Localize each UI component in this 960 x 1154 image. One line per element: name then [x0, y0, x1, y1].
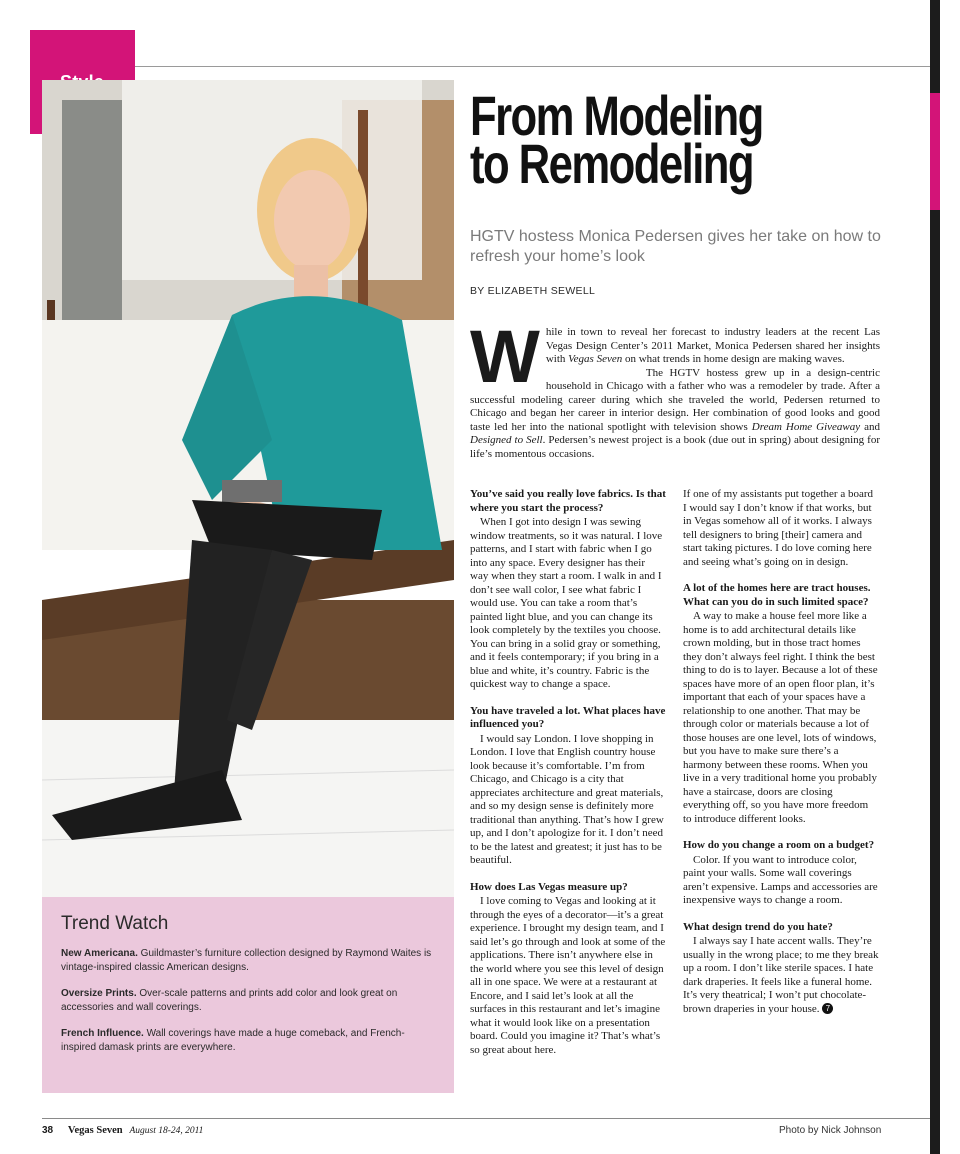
end-mark-icon: 7 [822, 1003, 833, 1014]
trend-item: New Americana. Guildmaster’s furniture collection designed by Raymond Waites is vintage-inspired classic American designs. [61, 948, 432, 973]
answer: Color. If you want to introduce color, paint your walls. Some wall coverings aren’t expensive. Lamps and accessories are inexpensive ways to change a room. [683, 853, 878, 906]
trend-watch-box [42, 897, 454, 1093]
intro-paragraph-1: hile in town to reveal her forecast to industry leaders at the recent Las Vegas Design Center’s 2011 Market, Monica Pedersen shared her insights with Vegas Seven on what trends in home design are making waves. [545, 326, 880, 365]
qa-column-left [470, 488, 666, 1070]
headline [470, 84, 813, 195]
page-number: 38 [42, 1125, 54, 1136]
trend-item: French Influence. Wall coverings have made a huge comeback, and French-inspired damask prints are everywhere. [61, 1028, 405, 1053]
answer-continued: If one of my assistants put together a board I would say I don’t know if that works, but in Vegas somehow all of it works. I always tell designers to bring [their] camera and start taking pictures. I do love coming here and seeing what’s going on in design. [683, 488, 874, 568]
question: You have traveled a lot. What places have influenced you? [470, 704, 666, 730]
folio [42, 1125, 203, 1136]
trend-watch-title: Trend Watch [61, 913, 169, 934]
qa-column-right [683, 488, 879, 1029]
question: A lot of the homes here are tract houses. What can you do in such limited space? [683, 582, 871, 608]
photo-credit: Photo by Nick Johnson [779, 1125, 882, 1136]
question: You’ve said you really love fabrics. Is that where you start the process? [470, 488, 666, 514]
headline-line-1: From Modeling [470, 84, 763, 147]
answer: I would say London. I love shopping in London. I love that English country house look because it’s comfortable. I’m from Chicago, and Chicago is a city that appreciates architecture and great materials, and so my design sense is definitely more traditional than anything. That’s how I grew up, and I don’t apologize for it. I don’t need to be the latest and greatest; it just has to be beautiful. [470, 732, 664, 866]
question: How do you change a room on a budget? [683, 839, 875, 851]
answer: I love coming to Vegas and looking at it through the eyes of a decorator—it’s a great experience. I brought my design team, and I said let’s go through and look at some of the applications. There isn’t anywhere else in the world where you see this level of design all in one space. We were at a restaurant at Encore, and I said let’s look at all the surfaces in this restaurant and let’s imagine what it would look like on a presentation board. Could you imagine it? That’s what’s so great about here. [470, 895, 666, 1056]
intro-text [470, 315, 880, 461]
trend-item: Oversize Prints. Over-scale patterns and prints add color and look great on accessories and wall coverings. [61, 988, 398, 1013]
top-rule [135, 66, 930, 67]
answer: I always say I hate accent walls. They’re usually in the wrong place; to me they break up a room. I don’t like sterile spaces. I hate dark draperies. It feels like a funeral home. It’s very theatrical; I won’t put chocolate-brown draperies in your house. 7 [683, 935, 879, 1015]
bottom-rule [42, 1118, 930, 1119]
dek: HGTV hostess Monica Pedersen gives her take on how to refresh your home’s look [470, 228, 881, 265]
question: What design trend do you hate? [683, 920, 833, 933]
byline: BY ELIZABETH SEWELL [470, 285, 596, 297]
question: How does Las Vegas measure up? [470, 880, 628, 893]
drop-cap: W [470, 315, 540, 398]
answer: When I got into design I was sewing window treatments, so it was natural. I love patterns, and I start with fabric when I go into any space. Every designer has their way when they start a room. I walk in and I don’t see wall color, I see what fabric I would use. You can take a room that’s painted light blue, and you can change its look completely by the textiles you choose. You can bring in a solid gray or something, and it feels contemporary; if you bring in a blue and white, it’s country. Fabric is the quickest way to change a space. [470, 516, 663, 690]
spine-accent-tab [930, 93, 940, 210]
magazine-name: Vegas Seven [67, 1125, 123, 1136]
issue-date: August 18-24, 2011 [129, 1126, 204, 1136]
headline-line-2: to Remodeling [470, 132, 754, 195]
answer: A way to make a house feel more like a home is to add architectural details like crown molding, but in those tract homes they don’t always feel right. I think the best thing to do is to layer. Because a lot of these spaces have more of an open floor plan, it’s important that each of your spaces have a relationship to one another. That may be through color or materials because a lot of those houses are one level, lots of windows, but you have to make sure there’s a harmony between these rooms. When you live in a very traditional home you probably have a staircase, doors are closing everything off, so you have more freedom to introduce different looks. [683, 610, 878, 825]
intro-paragraph-2: The HGTV hostess grew up in a design-centric household in Chicago with a father who was a remodeler by trade. After a successful modeling career during which she traveled the world, Pedersen returned to Chicago and began her career in interior design. Her combination of good looks and good taste led her into the national spotlight with television shows Dream Home Giveaway and Designed to Sell. Pedersen’s newest project is a book (due out in spring) about designing for life’s momentous occasions. [470, 366, 880, 460]
feature-photo [42, 80, 454, 898]
